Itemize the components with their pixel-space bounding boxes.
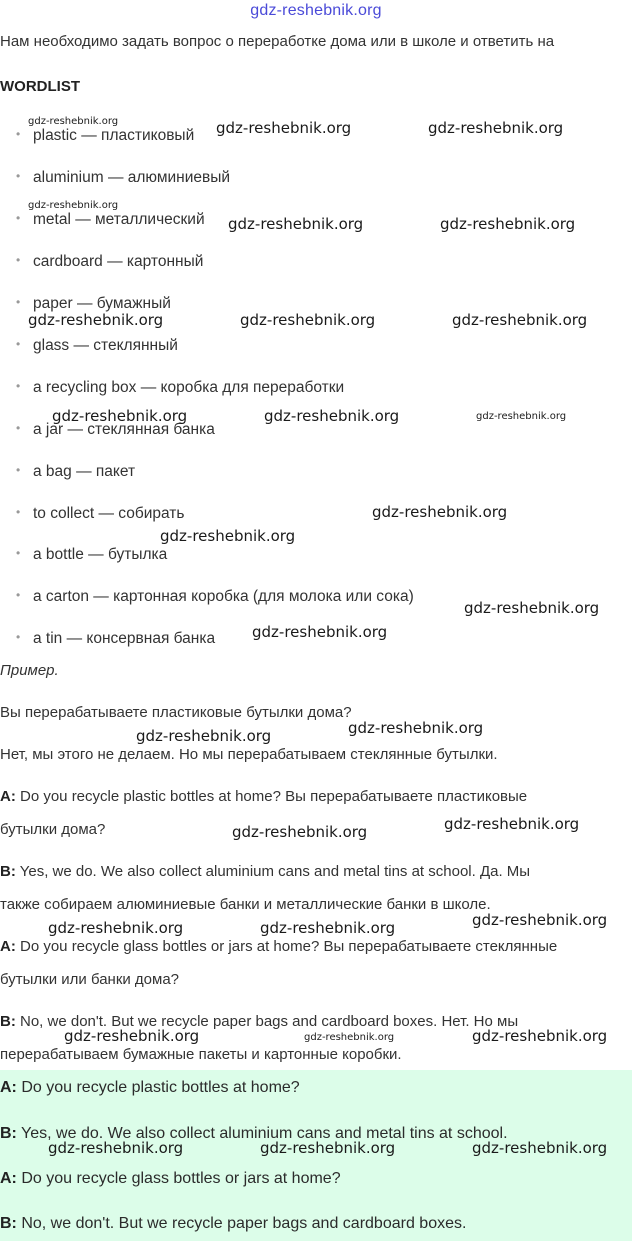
speaker-label: B: bbox=[0, 1125, 17, 1142]
wordlist-title: WORDLIST bbox=[0, 78, 80, 95]
watermark: gdz-reshebnik.org bbox=[28, 200, 119, 211]
site-header[interactable]: gdz-reshebnik.org bbox=[250, 2, 382, 19]
watermark: gdz-reshebnik.org bbox=[440, 215, 576, 233]
dialogue-line-cont: перерабатываем бумажные пакеты и картонные коробки. bbox=[0, 1046, 402, 1063]
example-question: Вы перерабатываете пластиковые бутылки дома? bbox=[0, 704, 352, 721]
dialogue-line-cont: бутылки дома? bbox=[0, 821, 106, 838]
watermark: gdz-reshebnik.org bbox=[428, 119, 564, 137]
answer-line: B: No, we don't. But we recycle paper bags and cardboard boxes. bbox=[0, 1215, 467, 1232]
wordlist-item: • a bag — пакет bbox=[16, 463, 136, 480]
wordlist-item: • paper — бумажный bbox=[16, 295, 171, 312]
bullet-icon: • bbox=[16, 421, 21, 435]
watermark: gdz-reshebnik.org bbox=[216, 119, 352, 137]
speaker-label: A: bbox=[0, 788, 16, 805]
bullet-icon: • bbox=[16, 127, 21, 141]
dialogue-line-cont: также собираем алюминиевые банки и металлические банки в школе. bbox=[0, 896, 491, 913]
watermark: gdz-reshebnik.org bbox=[372, 503, 508, 521]
bullet-icon: • bbox=[16, 169, 21, 183]
bullet-icon: • bbox=[16, 588, 21, 602]
dialogue-line: B: Yes, we do. We also collect aluminium cans and metal tins at school. Да. Мы bbox=[0, 863, 531, 880]
dialogue-line: A: Do you recycle plastic bottles at home? Вы перерабатываете пластиковые bbox=[0, 788, 528, 805]
wordlist-item: • a tin — консервная банка bbox=[16, 630, 216, 647]
bullet-icon: • bbox=[16, 630, 21, 644]
bullet-icon: • bbox=[16, 253, 21, 267]
watermark: gdz-reshebnik.org bbox=[48, 919, 184, 937]
watermark: gdz-reshebnik.org bbox=[228, 215, 364, 233]
watermark: gdz-reshebnik.org bbox=[472, 1027, 608, 1045]
wordlist-item: • a bottle — бутылка bbox=[16, 546, 168, 563]
bullet-icon: • bbox=[16, 505, 21, 519]
answer-line: A: Do you recycle plastic bottles at home? bbox=[0, 1079, 300, 1096]
speaker-label: B: bbox=[0, 863, 16, 880]
watermark: gdz-reshebnik.org bbox=[452, 311, 588, 329]
watermark: gdz-reshebnik.org bbox=[28, 311, 164, 329]
wordlist-item: • aluminium — алюминиевый bbox=[16, 169, 231, 186]
watermark: gdz-reshebnik.org bbox=[252, 623, 388, 641]
watermark: gdz-reshebnik.org bbox=[264, 407, 400, 425]
dialogue-line: A: Do you recycle glass bottles or jars at home? Вы перерабатываете стеклянные bbox=[0, 938, 558, 955]
intro-text: Нам необходимо задать вопрос о переработке дома или в школе и ответить на bbox=[0, 33, 555, 50]
speaker-label: A: bbox=[0, 938, 16, 955]
wordlist-item: • a carton — картонная коробка (для молока или сока) bbox=[16, 588, 414, 605]
watermark: gdz-reshebnik.org bbox=[48, 1139, 184, 1157]
answer-line: B: Yes, we do. We also collect aluminium cans and metal tins at school. bbox=[0, 1125, 508, 1142]
bullet-icon: • bbox=[16, 295, 21, 309]
answer-line: A: Do you recycle glass bottles or jars at home? bbox=[0, 1170, 341, 1187]
bullet-icon: • bbox=[16, 211, 21, 225]
bullet-icon: • bbox=[16, 379, 21, 393]
bullet-icon: • bbox=[16, 463, 21, 477]
watermark: gdz-reshebnik.org bbox=[160, 527, 296, 545]
watermark: gdz-reshebnik.org bbox=[260, 1139, 396, 1157]
wordlist-item: • a recycling box — коробка для переработки bbox=[16, 379, 345, 396]
watermark: gdz-reshebnik.org bbox=[472, 911, 608, 929]
watermark: gdz-reshebnik.org bbox=[240, 311, 376, 329]
wordlist-item: • a jar — стеклянная банка bbox=[16, 421, 215, 438]
example-answer: Нет, мы этого не делаем. Но мы перерабатываем стеклянные бутылки. bbox=[0, 746, 498, 763]
speaker-label: B: bbox=[0, 1215, 17, 1232]
wordlist-item: • plastic — пластиковый bbox=[16, 127, 195, 144]
watermark: gdz-reshebnik.org bbox=[136, 727, 272, 745]
speaker-label: A: bbox=[0, 1170, 17, 1187]
wordlist-item: • to collect — собирать bbox=[16, 505, 185, 522]
wordlist-item: • glass — стеклянный bbox=[16, 337, 178, 354]
speaker-label: A: bbox=[0, 1079, 17, 1096]
watermark: gdz-reshebnik.org bbox=[260, 919, 396, 937]
watermark: gdz-reshebnik.org bbox=[464, 599, 600, 617]
watermark: gdz-reshebnik.org bbox=[52, 407, 188, 425]
speaker-label: B: bbox=[0, 1013, 16, 1030]
example-label: Пример. bbox=[0, 662, 59, 679]
wordlist-item: • metal — металлический bbox=[16, 211, 205, 228]
bullet-icon: • bbox=[16, 337, 21, 351]
watermark: gdz-reshebnik.org bbox=[476, 411, 567, 422]
watermark: gdz-reshebnik.org bbox=[64, 1027, 200, 1045]
dialogue-line: B: No, we don't. But we recycle paper bags and cardboard boxes. Нет. Но мы bbox=[0, 1013, 519, 1030]
watermark: gdz-reshebnik.org bbox=[444, 815, 580, 833]
watermark: gdz-reshebnik.org bbox=[304, 1032, 395, 1043]
watermark: gdz-reshebnik.org bbox=[28, 116, 119, 127]
watermark: gdz-reshebnik.org bbox=[472, 1139, 608, 1157]
bullet-icon: • bbox=[16, 546, 21, 560]
watermark: gdz-reshebnik.org bbox=[232, 823, 368, 841]
watermark: gdz-reshebnik.org bbox=[348, 719, 484, 737]
wordlist-item: • cardboard — картонный bbox=[16, 253, 204, 270]
dialogue-line-cont: бутылки или банки дома? bbox=[0, 971, 180, 988]
